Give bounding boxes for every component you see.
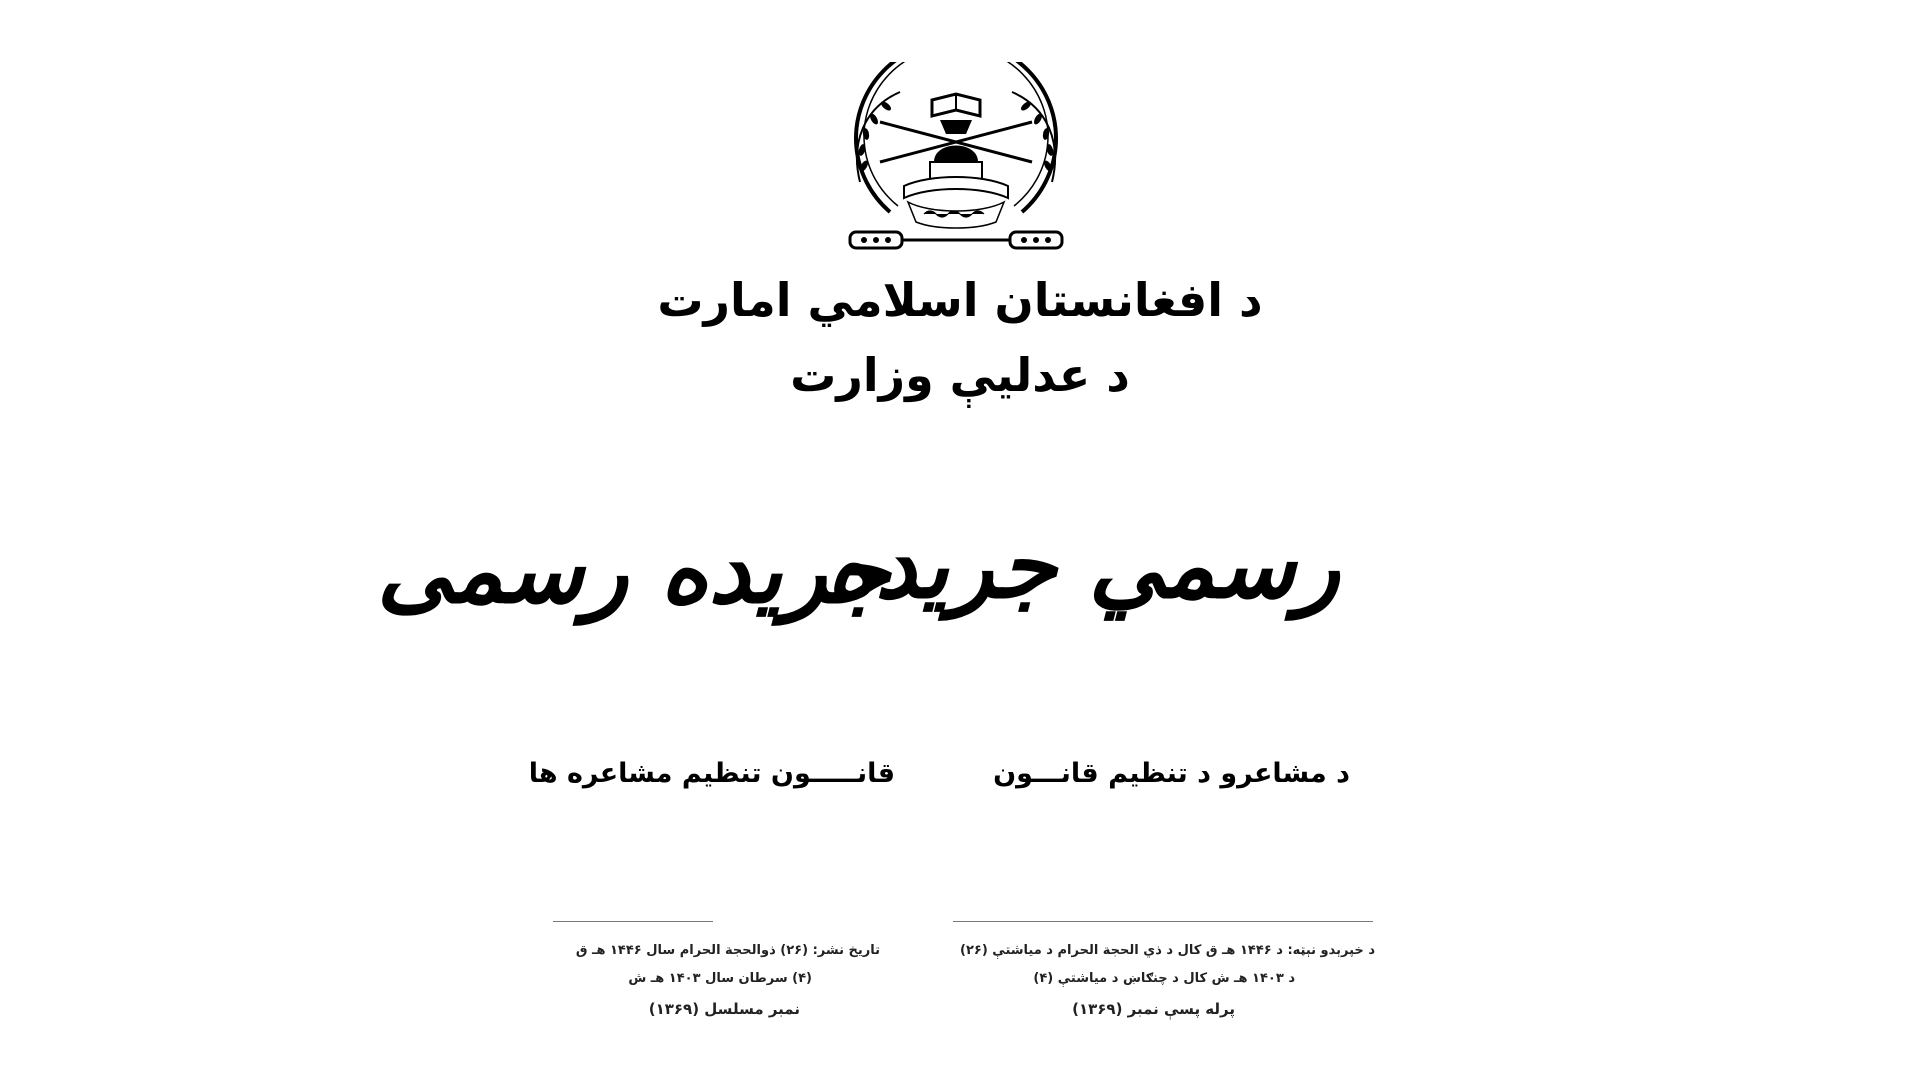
law-title-pashto: د مشاعرو د تنظيم قانـــون: [993, 758, 1350, 789]
ministry-title: د عدلیې وزارت: [790, 348, 1130, 402]
emirate-title: د افغانستان اسلامي امارت: [657, 273, 1263, 327]
serial-number-pashto: پرله پسې نمبر (۱۳۶۹): [1072, 1000, 1235, 1018]
separator-left: [553, 921, 713, 922]
gazette-title-pashto: رسمي جريده: [826, 511, 1340, 619]
islamic-emirate-emblem-icon: [820, 62, 1092, 252]
publication-date-solar-pashto: د ۱۴۰۳ هـ ش کال د چنګاښ د میاشتې (۴): [1033, 971, 1295, 986]
publication-date-solar-dari: (۴) سرطان سال ۱۴۰۳ هـ ش: [628, 971, 812, 986]
gazette-title-dari: جريده رسمی: [376, 516, 890, 624]
separator-right: [953, 921, 1373, 922]
serial-number-dari: نمبر مسلسل (۱۳۶۹): [648, 1000, 800, 1018]
publication-date-dari: تاریخ نشر: (۲۶) ذوالحجة الحرام سال ۱۴۴۶ هـ ق: [575, 943, 880, 958]
publication-date-pashto: د خپرېدو نېټه: د ۱۴۴۶ هـ ق کال د ذي الحجة الحرام د میاشتې (۲۶): [960, 943, 1375, 958]
law-title-dari: قانـــــون تنظيم مشاعره ها: [528, 758, 895, 789]
